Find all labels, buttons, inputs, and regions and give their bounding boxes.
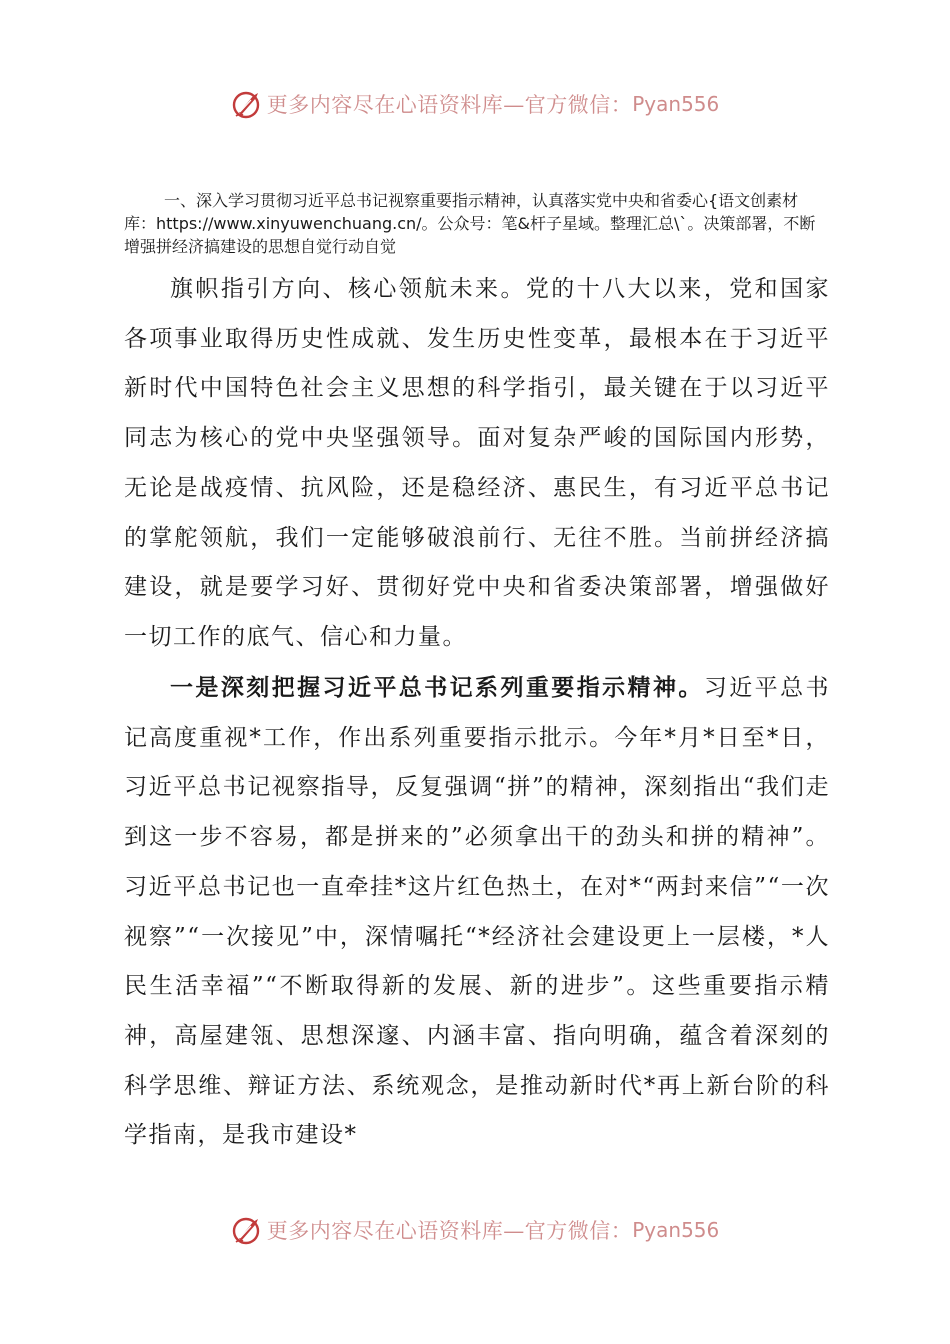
footer-watermark (0, 1210, 950, 1250)
paragraph-1: 旗帜指引方向、核心领航未来。党的十八大以来，党和国家各项事业取得历史性成就、发生历史性变革，最根本在于习近平新时代中国特色社会主义思想的科学指引，最关键在于以习近平同志为核心的党中央坚强领导。面对复杂严峻的国际国内形势，无论是战疫情、抗风险，还是稳经济、惠民生，有习近平总书记的掌舵领航，我们一定能够破浪前行、无往不胜。当前拼经济搞建设，就是要学习好、贯彻好党中央和省委决策部署，增强做好一切工作的底气、信心和力量。 (124, 276, 830, 650)
paragraph-2-lead: 一是深刻把握习近平总书记系列重要指示精神。 (170, 675, 704, 701)
section-heading: 一、深入学习贯彻习近平总书记视察重要指示精神，认真落实党中央和省委心{语文创素材库：https://www.xinyuwenchuang.cn/。公众号：笔&杆子星域。整理汇总\`。决策部署，不断增强拼经济搞建设的思想自觉行动自觉 (124, 191, 816, 256)
header-watermark-text: 更多内容尽在心语资料库—官方微信： (266, 93, 633, 117)
paragraph-2-body: 习近平总书记高度重视*工作，作出系列重要指示批示。今年*月*日至*日，习近平总书记视察指导，反复强调“拼”的精神，深刻指出“我们走到这一步不容易，都是拼来的”必须拿出干的劲头和拼的精神”。习近平总书记也一直牵挂*这片红色热土，在对*“两封来信”“一次视察”“一次接见”中，深情嘱托“*经济社会建设更上一层楼，*人民生活幸福”“不断取得新的发展、新的进步”。这些重要指示精神，高屋建瓴、思想深邃、内涵丰富、指向明确，蕴含着深刻的科学思维、辩证方法、系统观念，是推动新时代*再上新台阶的科学指南，是我市建设* (124, 675, 831, 1149)
header-watermark-handle: Pyan556 (632, 92, 720, 116)
quill-pen-logo-icon (231, 1214, 263, 1246)
footer-watermark-handle: Pyan556 (632, 1218, 720, 1242)
paragraph-2 (124, 664, 830, 1161)
quill-pen-logo-icon (231, 88, 263, 120)
footer-watermark-text: 更多内容尽在心语资料库—官方微信： (266, 1219, 633, 1243)
header-watermark (0, 84, 950, 124)
